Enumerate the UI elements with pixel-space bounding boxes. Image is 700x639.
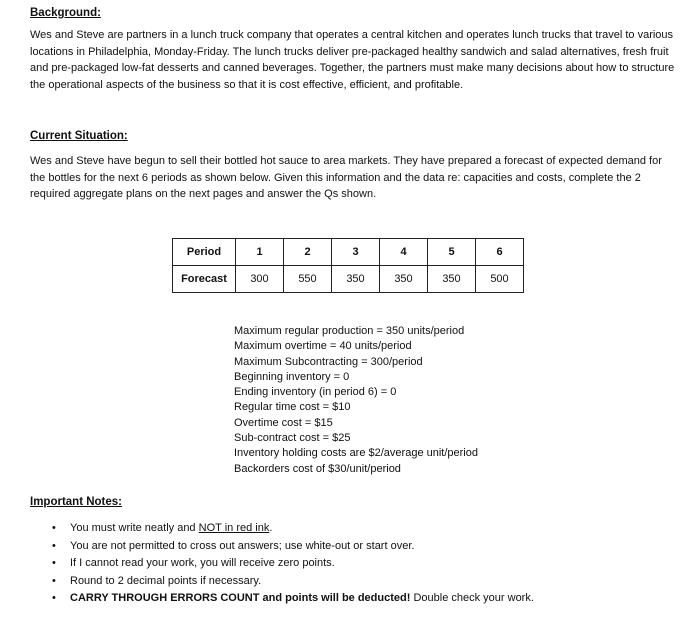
note-item bbox=[52, 520, 534, 538]
subcontract-cost: Sub-contract cost = $25 bbox=[234, 432, 351, 445]
note-text: You are not permitted to cross out answers; use white-out or start over. bbox=[70, 539, 415, 552]
forecast-table bbox=[172, 238, 524, 293]
forecast-cell: 300 bbox=[236, 266, 284, 293]
note-text: . bbox=[269, 522, 273, 534]
backorder-cost: Backorders cost of $30/unit/period bbox=[234, 462, 401, 475]
period-cell: 3 bbox=[332, 239, 380, 266]
period-cell: 2 bbox=[284, 239, 332, 266]
current-situation-heading: Current Situation: bbox=[30, 130, 128, 142]
capacity-cost-parameters bbox=[234, 324, 478, 477]
note-item bbox=[52, 555, 534, 573]
background-heading: Background: bbox=[30, 7, 101, 19]
note-emphasis: NOT in red ink bbox=[198, 522, 270, 534]
bullet-icon: • bbox=[52, 592, 56, 604]
forecast-row bbox=[173, 266, 524, 293]
bullet-icon: • bbox=[52, 539, 56, 552]
period-cell: 4 bbox=[380, 239, 428, 266]
notes-list bbox=[52, 520, 534, 608]
period-cell: 5 bbox=[428, 239, 476, 266]
bullet-icon: • bbox=[52, 574, 56, 587]
forecast-label: Forecast bbox=[173, 266, 236, 293]
period-row bbox=[173, 239, 524, 266]
period-cell: 6 bbox=[476, 239, 524, 266]
inventory-holding-cost: Inventory holding costs are $2/average unit/period bbox=[234, 447, 478, 460]
forecast-cell: 350 bbox=[332, 266, 380, 293]
note-warning: CARRY THROUGH ERRORS COUNT and points will be deducted! bbox=[70, 592, 411, 604]
note-item bbox=[52, 573, 534, 591]
note-text: If I cannot read your work, you will receive zero points. bbox=[70, 557, 335, 569]
note-text: Round to 2 decimal points if necessary. bbox=[70, 574, 262, 587]
forecast-cell: 500 bbox=[476, 266, 524, 293]
forecast-cell: 550 bbox=[284, 266, 332, 293]
max-overtime: Maximum overtime = 40 units/period bbox=[234, 340, 412, 353]
bullet-icon: • bbox=[52, 557, 56, 569]
background-paragraph: Wes and Steve are partners in a lunch truck company that operates a central kitchen and operates lunch trucks that travel to various locations in Philadelphia, Monday-Friday. The lunch trucks deliver pre-packaged healthy sandwich and salad alternatives, fresh fruit and pre-packaged low-fat desserts and canned beverages. Together, the partners must make many decisions about how to structure the operational aspects of the business so that it is cost effective, efficient, and profitable. bbox=[30, 29, 675, 91]
ending-inventory: Ending inventory (in period 6) = 0 bbox=[234, 386, 397, 399]
period-cell: 1 bbox=[236, 239, 284, 266]
note-text: You must write neatly and bbox=[70, 522, 199, 534]
note-item bbox=[52, 590, 534, 608]
max-regular-production: Maximum regular production = 350 units/period bbox=[234, 325, 465, 337]
note-text: Double check your work. bbox=[410, 592, 534, 604]
bullet-icon: • bbox=[52, 522, 56, 534]
period-label: Period bbox=[173, 239, 236, 266]
important-notes-heading: Important Notes: bbox=[30, 496, 122, 508]
forecast-cell: 350 bbox=[428, 266, 476, 293]
current-situation-paragraph: Wes and Steve have begun to sell their bottled hot sauce to area markets. They have prepared a forecast of expected demand for the bottles for the next 6 periods as shown below. Given this information and the data re: capacities and costs, complete the 2 required aggregate plans on the next pages and answer the Qs shown. bbox=[30, 155, 662, 200]
forecast-cell: 350 bbox=[380, 266, 428, 293]
beginning-inventory: Beginning inventory = 0 bbox=[234, 370, 350, 383]
regular-time-cost: Regular time cost = $10 bbox=[234, 401, 351, 414]
max-subcontracting: Maximum Subcontracting = 300/period bbox=[234, 355, 423, 368]
overtime-cost: Overtime cost = $15 bbox=[234, 416, 333, 429]
note-item bbox=[52, 538, 534, 556]
